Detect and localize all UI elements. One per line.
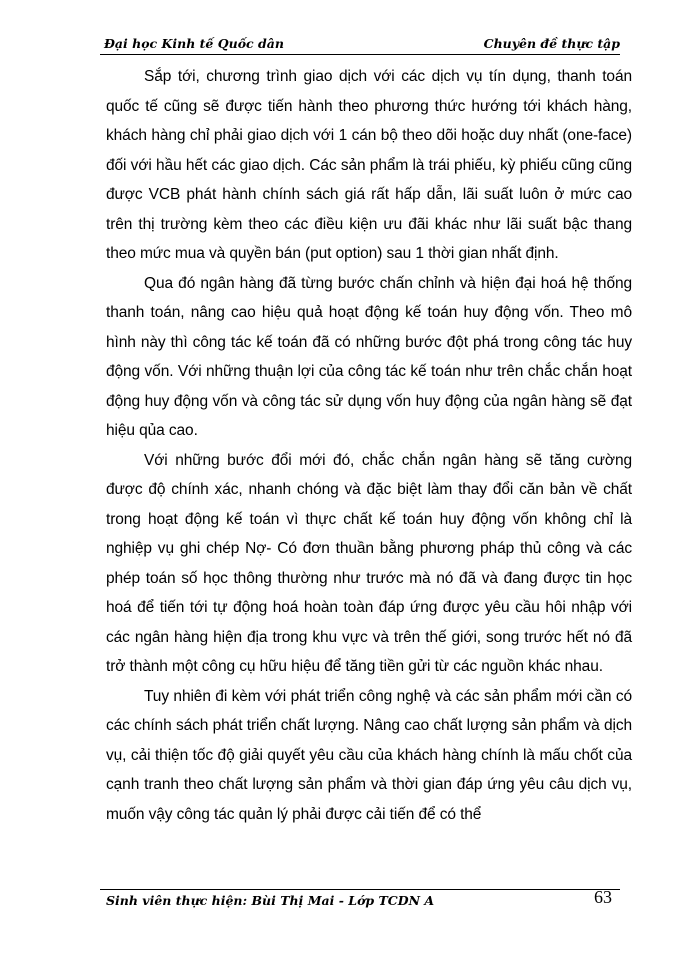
footer-divider [100,889,620,890]
paragraph-4: Tuy nhiên đi kèm với phát triển công nghệ và các sản phẩm mới cần có các chính sách phát triển chất lượng. Nâng cao chất lượng sản phẩm và dịch vụ, cải thiện tốc độ giải quyết yêu cầu của khách hàng chính là mấu chốt của cạnh tranh theo chất lượng sản phẩm và thời gian đáp ứng yêu câu dịch vụ, muốn vậy công tác quản lý phải được cải tiến để có thể [106,687,632,823]
page-number: 63 [594,887,612,907]
header-document-type: Chuyên đề thực tập [483,36,620,51]
paragraph-3: Với những bước đổi mới đó, chắc chắn ngân hàng sẽ tăng cường được độ chính xác, nhanh chóng và đặc biệt làm thay đổi căn bản về chất trong hoạt động kế toán vì thực chất kế toán huy động vốn không chỉ là nghiệp vụ ghi chép Nợ- Có đơn thuần bằng phương pháp thủ công và các phép toán số học thông thường như trước mà nó đã và đang được tin học hoá để tiến tới tự động hoá hoàn toàn đáp ứng được yêu cầu hôi nhập với các ngân hàng hiện địa trong khu vực và trên thế giới, song trước hết nó đã trở thành một công cụ hữu hiệu để tăng tiền gửi từ các nguồn khác nhau. [106,451,632,675]
document-body [106,62,632,829]
footer-author: Sinh viên thực hiện: Bùi Thị Mai - Lớp TCDN A [106,893,435,908]
paragraph-2: Qua đó ngân hàng đã từng bước chấn chỉnh và hiện đại hoá hệ thống thanh toán, nâng cao hiệu quả hoạt động kế toán huy động vốn. Theo mô hình này thì công tác kế toán đã có những bước đột phá trong công tác huy động vốn. Với những thuận lợi của công tác kế toán như trên chắc chắn hoạt động huy động vốn và công tác sử dụng vốn huy động của ngân hàng sẽ đạt hiệu qủa cao. [106,274,632,439]
header-university: Đại học Kinh tế Quốc dân [104,36,284,51]
header-divider [100,54,620,55]
paragraph-1: Sắp tới, chương trình giao dịch với các dịch vụ tín dụng, thanh toán quốc tế cũng sẽ được tiến hành theo phương thức hướng tới khách hàng, khách hàng chỉ phải giao dịch với 1 cán bộ theo dõi hoặc duy nhất (one-face) đối với hầu hết các giao dịch. Các sản phẩm là trái phiếu, kỳ phiếu cũng cũng được VCB phát hành chính sách giá rất hấp dẫn, lãi suất luôn ở mức cao trên thị trường kèm theo các điều kiện ưu đãi khác như lãi suất bậc thang theo mức mua và quyền bán (put option) sau 1 thời gian nhất định. [106,68,632,262]
